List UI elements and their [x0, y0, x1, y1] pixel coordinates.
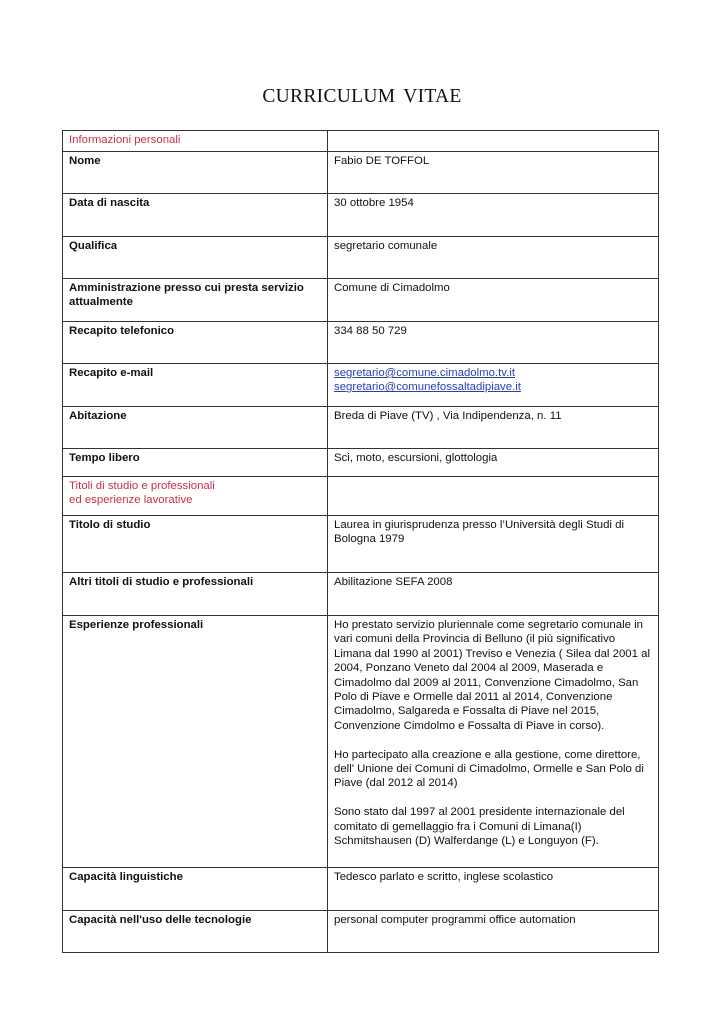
table-row — [63, 573, 659, 616]
table-row — [63, 407, 659, 449]
cv-table — [62, 130, 659, 953]
table-row — [63, 237, 659, 279]
row-label-altri-titoli: Altri titoli di studio e professionali — [63, 573, 328, 616]
row-label-qualifica: Qualifica — [63, 237, 328, 279]
table-row — [63, 322, 659, 364]
section-header-personal — [63, 131, 659, 152]
email-link-cimadolmo[interactable]: segretario@comune.cimadolmo.tv.it — [334, 367, 516, 379]
paragraph-spacer — [334, 733, 653, 747]
row-value-email — [328, 364, 659, 407]
empty-cell — [328, 477, 659, 516]
row-value-esperienze — [328, 616, 659, 868]
section-heading-studies-line2: ed esperienze lavorative — [69, 494, 193, 507]
row-value-tecnologie: personal computer programmi office automation — [328, 911, 659, 953]
row-label-tempo-libero: Tempo libero — [63, 449, 328, 477]
row-value-abitazione: Breda di Piave (TV) , Via Indipendenza, n. 11 — [328, 407, 659, 449]
experience-paragraph: Sono stato dal 1997 al 2001 presidente internazionale del comitato di gemellaggio fra i Comuni di Limana(I) Schmitshausen (D) Walferdange (L) e Longuyon (F). — [334, 806, 625, 848]
row-label-nome: Nome — [63, 152, 328, 194]
row-label-lingue: Capacità linguistiche — [63, 868, 328, 911]
table-row — [63, 194, 659, 237]
row-label-birthdate: Data di nascita — [63, 194, 328, 237]
row-value-tempo-libero: Sci, moto, escursioni, glottologia — [328, 449, 659, 477]
row-label-esperienze: Esperienze professionali — [63, 616, 328, 868]
empty-cell — [328, 131, 659, 152]
row-value-titolo-studio: Laurea in giurisprudenza presso l’Università degli Studi di Bologna 1979 — [328, 516, 659, 573]
row-value-qualifica: segretario comunale — [328, 237, 659, 279]
row-label-tecnologie: Capacità nell'uso delle tecnologie — [63, 911, 328, 953]
experience-paragraph: Ho partecipato alla creazione e alla gestione, come direttore, dell' Unione dei Comuni di Cimadolmo, Ormelle e San Polo di Piave (dal 2012 al 2014) — [334, 748, 644, 790]
document-title: CURRICULUM VITAE — [262, 86, 462, 107]
row-label-abitazione: Abitazione — [63, 407, 328, 449]
email-link-fossalta[interactable]: segretario@comunefossaltadipiave.it — [334, 381, 521, 394]
row-label-amministrazione: Amministrazione presso cui presta servizio attualmente — [63, 279, 328, 322]
section-heading-studies — [63, 477, 328, 516]
row-value-lingue: Tedesco parlato e scritto, inglese scolastico — [328, 868, 659, 911]
table-row — [63, 868, 659, 911]
row-label-email: Recapito e-mail — [63, 364, 328, 407]
table-row — [63, 616, 659, 868]
section-heading-personal: Informazioni personali — [63, 131, 328, 152]
table-row — [63, 152, 659, 194]
section-header-studies — [63, 477, 659, 516]
table-row — [63, 449, 659, 477]
table-row — [63, 516, 659, 573]
experience-paragraph: Ho prestato servizio pluriennale come segretario comunale in vari comuni della Provincia di Belluno (il più significativo Limana dal 1990 al 2001) Treviso e Venezia ( Silea dal 2001 al 2004, Ponzano Veneto dal 2004 al 2009, Maserada e Cimadolmo dal 2009 al 2011, Convenzione Cimadolmo, San Polo di Piave e Ormelle dal 2011 al 2014, Convenzione Cimadolmo, Salgareda e Fossalta di Piave nel 2015, Convenzione Cimdolmo e Fossalta di Piave in corso). — [334, 619, 650, 732]
table-row — [63, 279, 659, 322]
row-value-amministrazione: Comune di Cimadolmo — [328, 279, 659, 322]
section-heading-studies-line1: Titoli di studio e professionali — [69, 480, 215, 492]
table-row — [63, 911, 659, 953]
row-value-nome: Fabio DE TOFFOL — [328, 152, 659, 194]
row-value-birthdate: 30 ottobre 1954 — [328, 194, 659, 237]
row-label-telefono: Recapito telefonico — [63, 322, 328, 364]
table-row — [63, 364, 659, 407]
row-value-altri-titoli: Abilitazione SEFA 2008 — [328, 573, 659, 616]
row-value-telefono: 334 88 50 729 — [328, 322, 659, 364]
paragraph-spacer — [334, 791, 653, 805]
row-label-titolo-studio: Titolo di studio — [63, 516, 328, 573]
